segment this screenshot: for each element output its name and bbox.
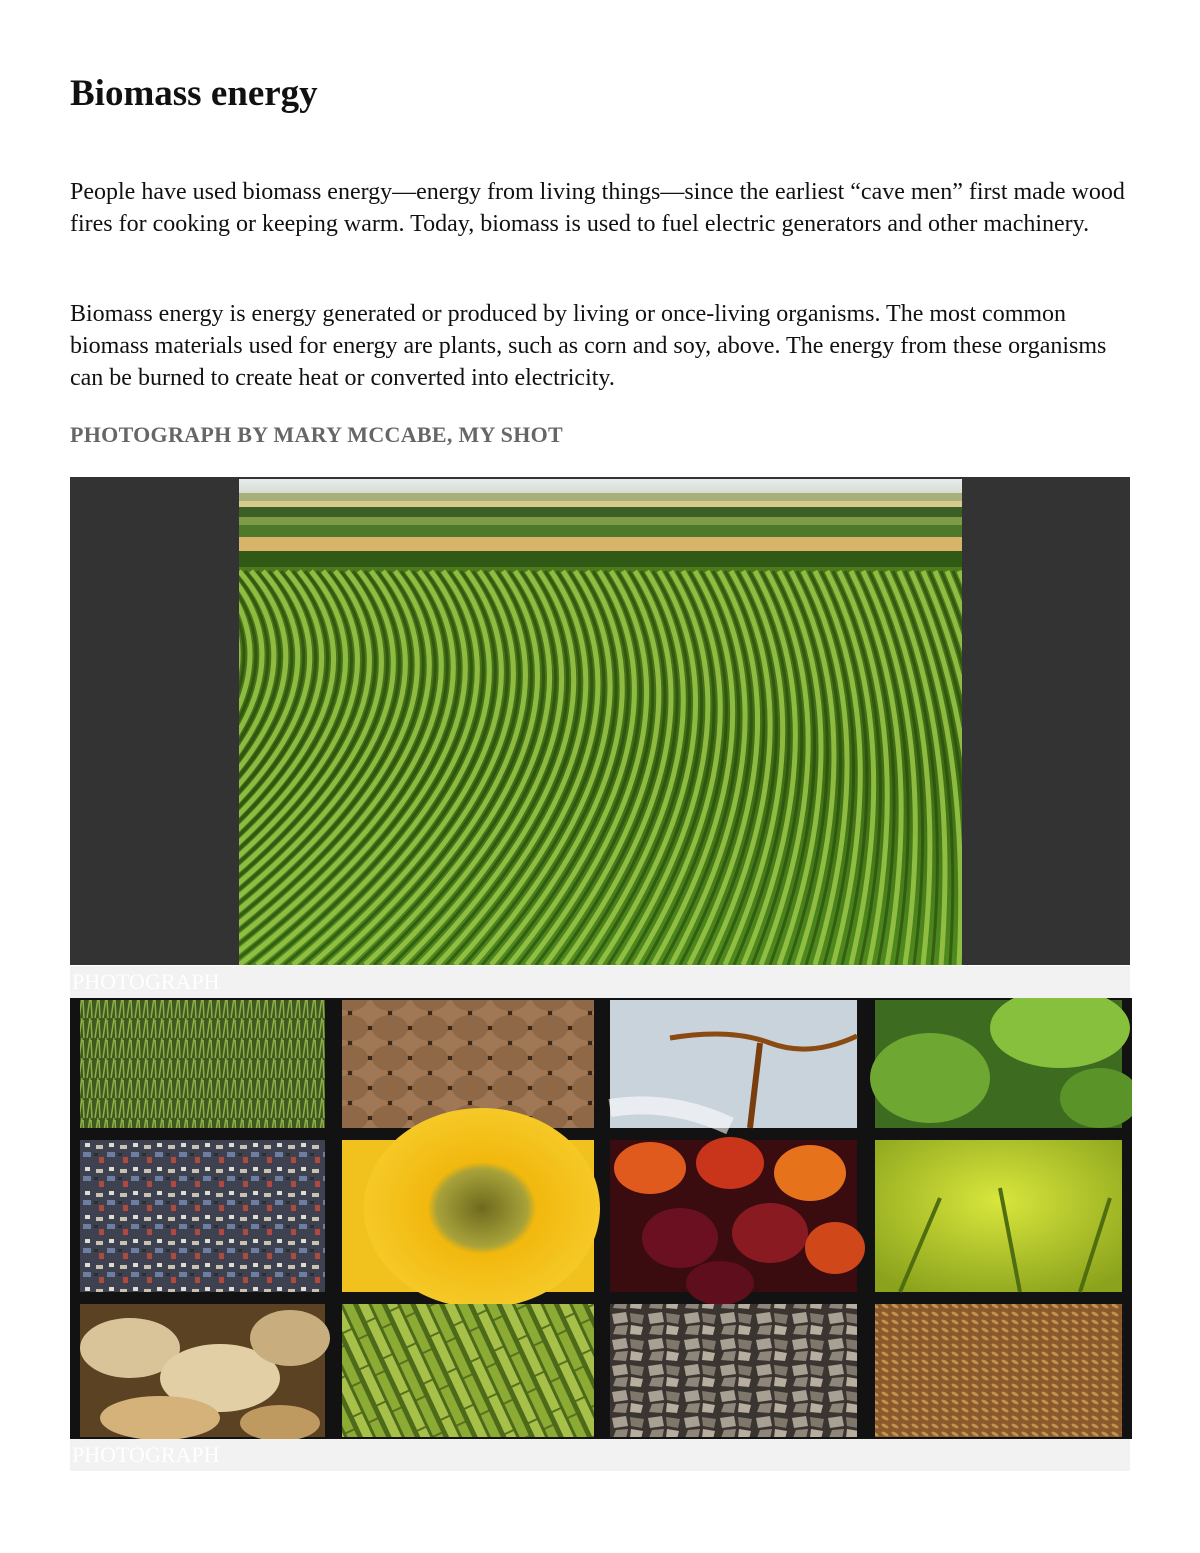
paragraph-definition: Biomass energy is energy generated or produced by living or once-living organisms. The most common biomass materials used for energy are plants, such as corn and soy, above. The energy from these organisms can be burned to create heat or converted into electricity. — [70, 301, 1107, 391]
sunflower-tile — [342, 1108, 600, 1308]
rapeseed-tile — [875, 1140, 1122, 1292]
photo-caption: PHOTOGRAPH — [70, 966, 1130, 998]
palm-fruit-tile — [610, 1137, 865, 1305]
collage-image — [70, 998, 1132, 1439]
crop-field-photo — [70, 477, 1130, 965]
leaves-tile — [870, 998, 1132, 1128]
waste-tile — [80, 1140, 325, 1292]
woodchips-tile — [610, 1304, 857, 1437]
biomass-collage — [70, 998, 1132, 1439]
corn-husk-tile — [80, 1304, 330, 1439]
paragraph-intro: People have used biomass energy—energy from living things—since the earliest “cave men” first made wood fires for cooking or keeping warm. Today, biomass is used to fuel electric generators and other machinery. — [70, 179, 1125, 237]
sugarcane-tile — [342, 1304, 594, 1437]
soybean-field-image — [239, 479, 962, 965]
grain-tile — [875, 1304, 1122, 1437]
photo-credit: PHOTOGRAPH BY MARY MCCABE, MY SHOT — [70, 422, 564, 447]
grass-tile — [80, 1000, 325, 1128]
page-title: Biomass energy — [70, 73, 318, 114]
cotton-tile — [610, 1000, 857, 1128]
collage-caption: PHOTOGRAPH — [70, 1439, 1130, 1471]
